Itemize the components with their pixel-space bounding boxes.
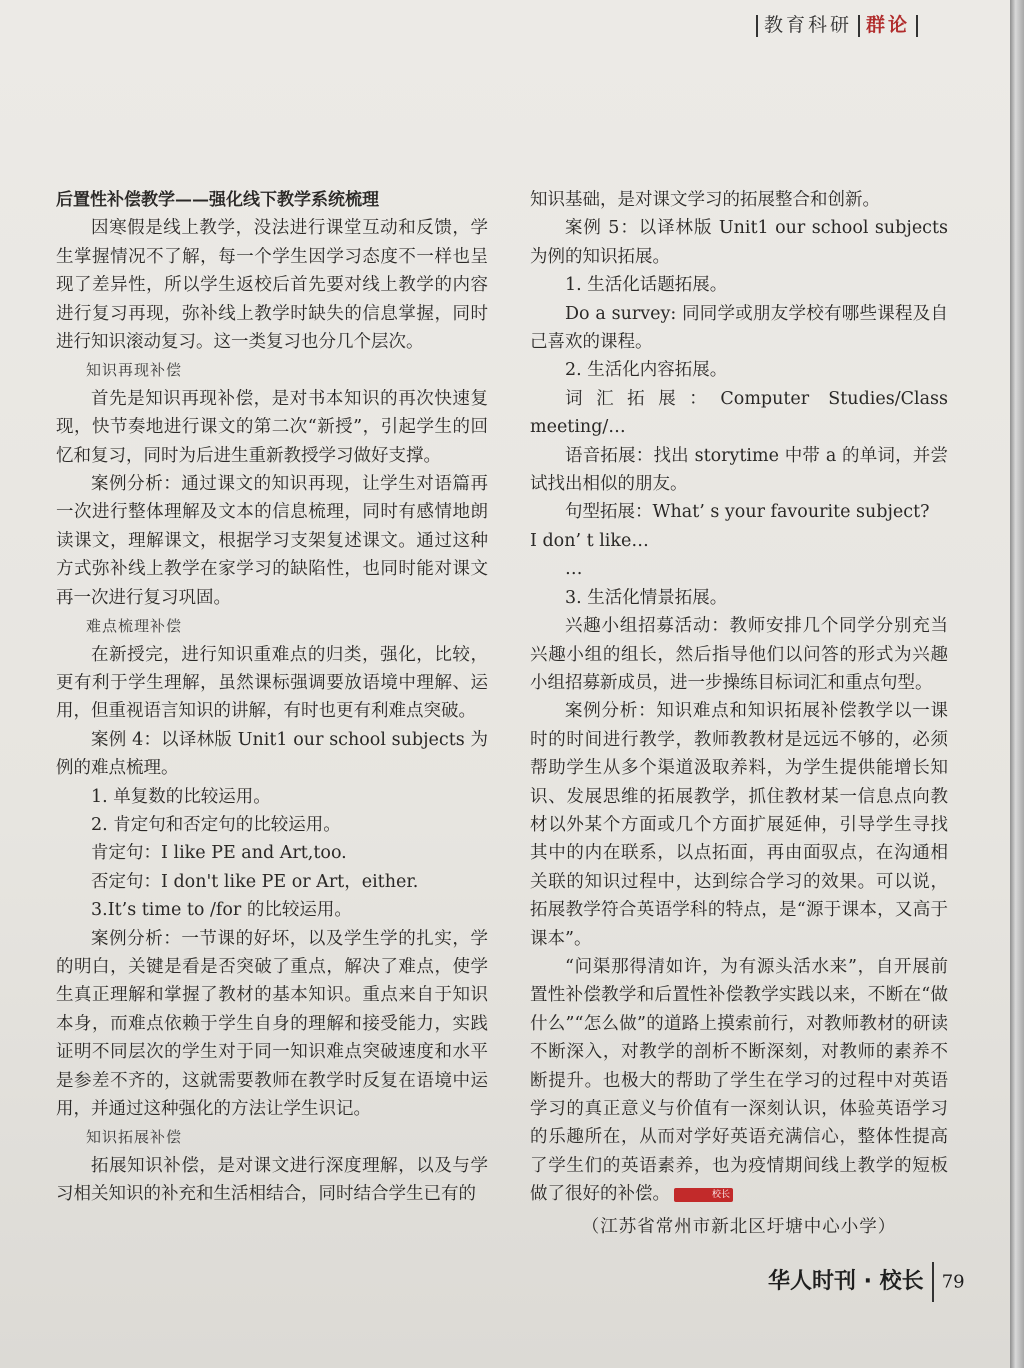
paragraph [56,868,488,896]
paragraph-text: 否定句：I don't like PE or Art，either. [91,871,419,892]
paragraph [530,271,948,299]
paragraph [530,385,948,442]
paragraph-text: 因寒假是线上教学，没法进行课堂互动和反馈，学生掌握情况不了解，每一个学生因学习态度不一样也呈现了差异性，所以学生返校后首先要对线上教学的内容进行复习再现，弥补线上教学时缺失的信息掌握，同时进行知识滚动复习。这一类复习也分几个层次。 [56,218,488,353]
paragraph-text: 案例分析：知识难点和知识拓展补偿教学以一课时的时间进行教学，教师教教材是远远不够的，必须帮助学生从多个渠道汲取养料，为学生提供能增长知识、发展思维的拓展教学，抓住教材某一信息点向教材以外某个方面或几个方面扩展延伸，引导学生寻找其中的内在联系，以点拓面，再由面驭点，在沟通相关联的知识过程中，达到综合学习的效果。可以说，拓展教学符合英语学科的特点，是“源于课本，又高于课本”。 [530,701,948,949]
paragraph-text: 词汇拓展：Computer Studies/Class meeting/… [530,388,948,438]
paragraph [530,612,948,697]
page-footer [768,1262,965,1302]
paragraph-text: 难点梳理补偿 [86,617,183,636]
header-divider [858,15,860,37]
paragraph-text: 3.It’s time to /for 的比较运用。 [91,900,352,921]
left-column [56,186,488,1209]
subsection-heading [56,1123,488,1151]
header-divider [916,15,918,37]
paragraph-text: 拓展知识补偿，是对课文进行深度理解，以及与学习相关知识的补充和生活相结合，同时结合学生已有的 [56,1155,488,1205]
paragraph [56,385,488,470]
paragraph [530,214,948,271]
paragraph-text: 案例分析：通过课文的知识再现，让学生对语篇再一次进行整体理解及文本的信息梳理，同时有感情地朗读课文，理解课文，根据学习支架复述课文。通过这种方式弥补线上教学在家学习的缺陷性，也同时能对课文再一次进行复习巩固。 [56,474,488,608]
paragraph-text: 知识拓展补偿 [86,1128,183,1147]
paragraph-text: 语音拓展：找出 storytime 中带 a 的单词，并尝试找出相似的朋友。 [530,445,948,495]
paragraph-text: 后置性补偿教学——强化线下教学系统梳理 [56,190,379,210]
paragraph [530,697,948,953]
paragraph-text: 1. 生活化话题拓展。 [565,275,728,296]
paragraph-text: I don’ t like… [530,530,649,551]
paragraph-text: 肯定句：I like PE and Art,too. [91,843,347,864]
paragraph [530,555,948,583]
header-divider [756,15,758,37]
paragraph-text: 案例 4：以译林版 Unit1 our school subjects 为例的难点梳理。 [56,729,488,779]
header-subsection: 群论 [866,14,911,36]
paragraph-text: 2. 肯定句和否定句的比较运用。 [91,814,341,835]
paragraph [530,442,948,499]
footer-divider [932,1262,934,1302]
subsection-heading [56,612,488,640]
section-heading [56,186,488,214]
paragraph [56,641,488,726]
paragraph [56,470,488,612]
paragraph-text: 案例 5：以译林版 Unit1 our school subjects 为例的知识拓展。 [530,218,948,267]
paragraph-text: 案例分析：一节课的好坏，以及学生学的扎实，学的明白，关键是看是否突破了重点，解决了难点，使学生真正理解和掌握了教材的基本知识。重点来自于知识本身，而难点依赖于学生自身的理解和接受能力，实践证明不同层次的学生对于同一知识难点突破速度和水平是参差不齐的，这就需要教师在教学时反复在语境中运用，并通过这种强化的方法让学生识记。 [56,928,488,1119]
paragraph [56,925,488,1124]
paragraph-text: 句型拓展：What’ s your favourite subject? [565,502,930,523]
paragraph-text: Do a survey: 同同学或朋友学校有哪些课程及自己喜欢的课程。 [530,303,948,353]
paragraph [530,356,948,384]
paragraph [530,300,948,357]
paragraph [56,726,488,783]
paragraph [530,953,948,1209]
paragraph-text: 知识再现补偿 [86,361,183,380]
paragraph [56,896,488,924]
subsection-heading [56,356,488,384]
right-column [530,186,948,1241]
paragraph-text: “问渠那得清如许，为有源头活水来”，自开展前置性补偿教学和后置性补偿教学实践以来，不断在“做什么”“怎么做”的道路上摸索前行，对教师教材的研读不断深入，对教学的剖析不断深刻，对教师的素养不断提升。也极大的帮助了学生在学习的过程中对英语学习的真正意义与价值有一深刻认识，体验英语学习的乐趣所在，从而对学好英语充满信心，整体性提高了学生们的英语素养，也为疫情期间线上教学的短板做了很好的补偿。 [530,956,948,1205]
paragraph [530,584,948,612]
page-number: 79 [941,1271,965,1293]
paragraph-text: 在新授完，进行知识重难点的归类，强化，比较，更有利于学生理解，虽然课标强调要放语境中理解、运用，但重视语言知识的讲解，有时也更有利难点突破。 [56,644,488,722]
paragraph-text: … [565,559,583,580]
paragraph-text: 3. 生活化情景拓展。 [565,587,728,608]
paragraph [530,498,948,526]
paragraph-text: 知识基础，是对课文学习的拓展整合和创新。 [530,190,880,210]
paragraph [56,1152,488,1209]
paragraph [56,214,488,356]
paragraph [530,527,948,555]
paragraph-text: （江苏省常州市新北区圩塘中心小学） [581,1216,897,1237]
author-affiliation [530,1213,948,1241]
paragraph [56,783,488,811]
paragraph-text: 2. 生活化内容拓展。 [565,360,728,381]
paragraph [56,839,488,867]
paragraph-text: 1. 单复数的比较运用。 [91,786,271,807]
header-section: 教育科研 [764,14,853,36]
paragraph-text: 兴趣小组招募活动：教师安排几个同学分别充当兴趣小组的组长，然后指导他们以问答的形式为兴趣小组招募新成员，进一步操练目标词汇和重点句型。 [530,616,948,693]
paragraph [530,186,948,214]
paragraph-text: 首先是知识再现补偿，是对书本知识的再次快速复现，快节奏地进行课文的第二次“新授”，引起学生的回忆和复习，同时为后进生重新教授学习做好支撑。 [56,388,488,466]
paragraph [56,811,488,839]
end-seal-icon: 校长 [674,1188,733,1202]
magazine-name: 华人时刊 · 校长 [768,1269,924,1294]
page-header [750,10,924,37]
page-edge-shadow [1010,0,1024,1368]
